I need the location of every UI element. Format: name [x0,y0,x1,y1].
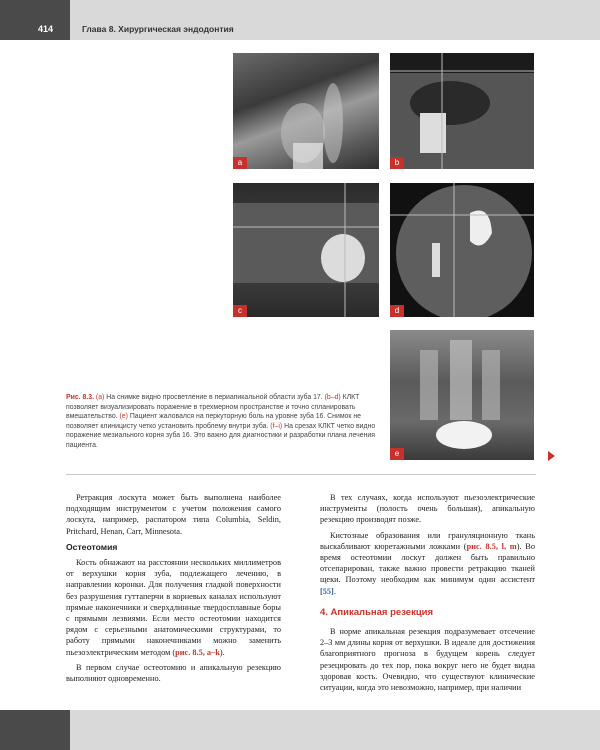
chapter-title: Глава 8. Хирургическая эндодонтия [82,24,234,34]
paragraph [320,530,535,597]
paragraph-end: ). [219,647,225,657]
left-column [66,492,281,688]
paragraph: В тех случаях, когда используют пьезоэлектрические инструменты (полость очень большая), апикальную резекцию производят позже. [320,493,535,525]
caption-ref-bd: (b–d) [324,394,341,401]
figure-panel-c [233,183,379,317]
panel-label-d: d [390,305,404,317]
paragraph-text: Кистозные образования или грануляционную ткань выскабливают кюретажными ложками ( [320,530,535,551]
caption-text-e: Пациент жаловался на перкуторную боль на уровне зуба 16. Снимок не позволяет клиницисту четко установить проблему внутри зуба. [66,413,361,430]
page-number: 414 [38,24,54,34]
paragraph [66,557,281,658]
xray-image-a [233,53,379,169]
continue-arrow-icon [548,451,555,461]
xray-image-e [390,330,534,460]
right-column [320,492,535,697]
section-heading: 4. Апикальная резекция [320,606,434,618]
running-header [70,0,600,40]
figure-caption [66,393,378,451]
footer-block [0,710,70,750]
caption-text-fi: На срезах КЛКТ четко видно поражение мезиального корня зуба 16. Это важно для диагностики и разработки плана лечения пациента. [66,422,376,449]
figure-panel-e [390,330,534,460]
divider [66,474,536,475]
page-number-block [0,0,70,40]
figure-panel-b [390,53,534,169]
paragraph-end: . [333,586,336,596]
citation-reference: [55] [320,586,334,596]
caption-text-a: На снимке видно просветление в периапикальной области зуба 17. [104,394,323,401]
figure-panel-d [390,183,534,317]
footer-bar [70,710,600,750]
figure-reference: рис. 8.5, a–k [175,647,220,657]
figure-panel-a [233,53,379,169]
caption-ref-e: (e) [119,413,128,421]
panel-label-b: b [390,157,404,169]
cbct-image-c [233,183,379,317]
paragraph: В первом случае остеотомию и апикальную резекцию выполняют одновременно. [66,662,281,684]
subheading-osteotomy: Остеотомия [66,541,118,552]
paragraph: Ретракция лоскута может быть выполнена наиболее подходящим инструментом с учетом положения самого лоскута, например, распатором типа Columbia, Seldin, Pritchard, Henan, Carr, Minnesota. [66,493,281,536]
paragraph-text: Кость обнажают на расстоянии нескольких миллиметров от верхушки корня зуба, подлежащего лечению, в направлении коронки. Для получения гладкой поверхности без разрушения гуттаперчи в корневых каналах используют прямые наконечники и сверхдлинные твердосплавные боры с прямыми лезвиями. Если место остеотомии находится рядом с серьезными анатомическими структурами, то работу прямыми наконечниками можно заменить пьезоэлектрическим методом ( [66,558,281,657]
panel-label-e: e [390,448,404,460]
paragraph-text: ). Во время остеотомии лоскут должен быть правильно отсепарирован, также важно провести ретракцию тканей щеки. Поэтому необходим как минимум один ассистент [320,541,535,585]
panel-label-c: c [233,305,247,317]
caption-ref-fi: (f–i) [270,422,283,430]
caption-ref-a: (a) [95,394,105,401]
caption-title: Рис. 8.3. [66,394,94,401]
caption-text-bd: КЛКТ позволяет визуализировать поражение в трехмерном пространстве и точно спланировать вмешательство. [66,394,360,421]
cbct-image-b [390,53,534,169]
panel-label-a: a [233,157,247,169]
paragraph: В норме апикальная резекция подразумевает отсечение 2–3 мм длины корня от верхушки. В идеале для достижения благоприятного прогноза в будущем корень следует резецировать до тех пор, пока вокруг него не будет видна здоровая кость. Очевидно, что существуют клинические ситуации, когда это невозможно, например, при наличии [320,627,535,693]
figure-reference: рис. 8.5, l, m [466,541,517,551]
cbct-image-d [390,183,534,317]
